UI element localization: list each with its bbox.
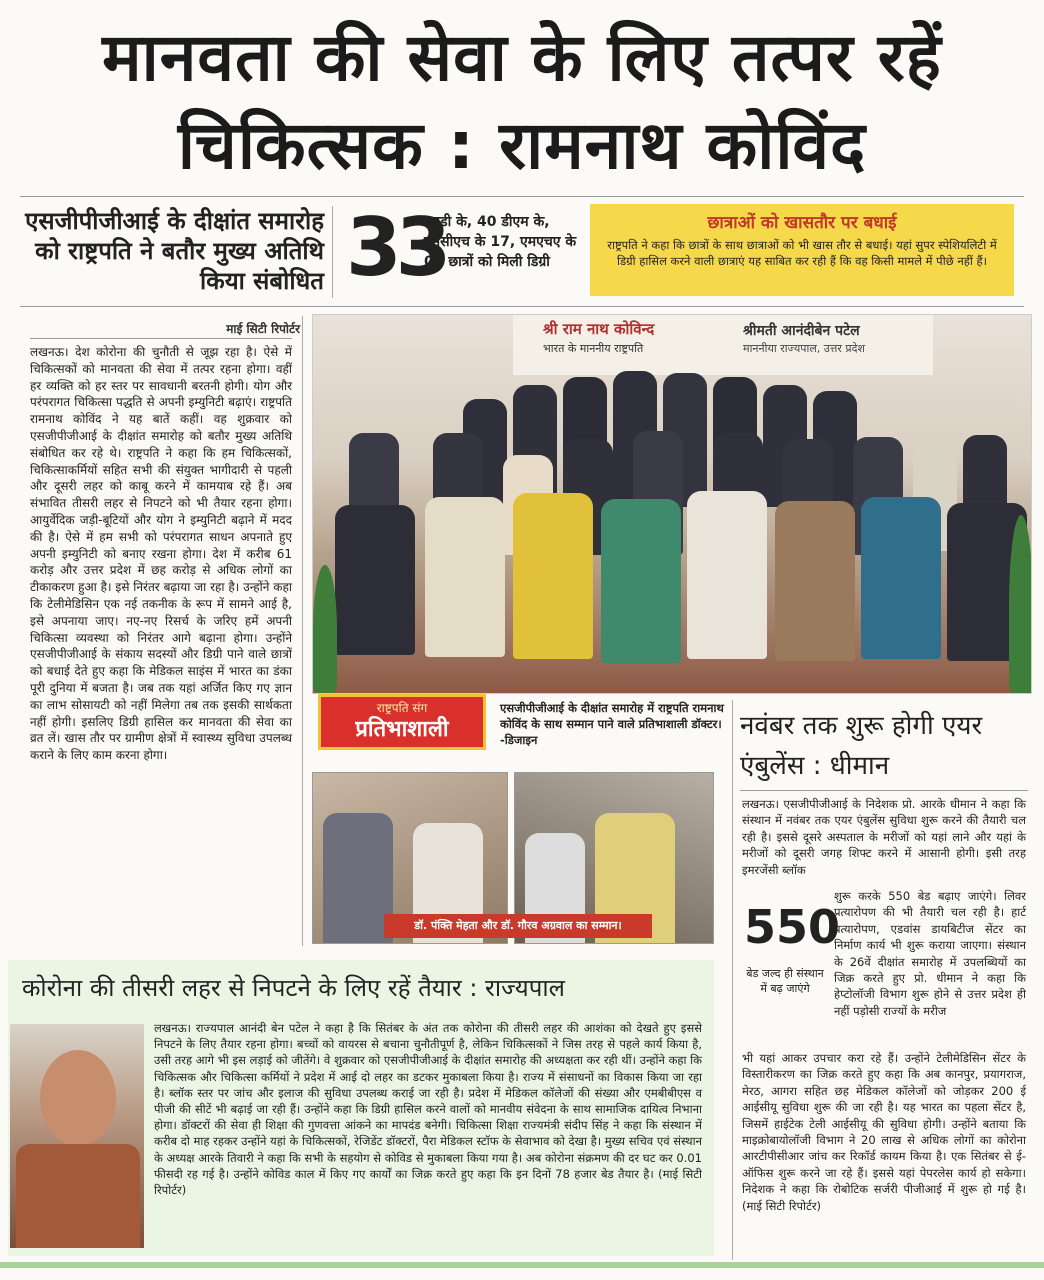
headline-divider <box>20 196 1024 197</box>
side-stat-text: बेड जल्द ही संस्थान में बढ़ जाएंगे <box>746 967 824 995</box>
group-photo <box>312 314 1032 694</box>
feature-tag-small: राष्ट्रपति संग <box>376 701 428 715</box>
bottom-border <box>0 1262 1044 1268</box>
banner-title-2: माननीया राज्यपाल, उत्तर प्रदेश <box>743 342 865 355</box>
subheadline: एसजीपीजीआई के दीक्षांत समारोह को राष्ट्रपति ने बतौर मुख्य अतिथि किया संबोधित <box>25 207 324 295</box>
group-photo-caption: एसजीपीजीआई के दीक्षांत समारोह में राष्ट्रपति रामनाथ कोविंद के साथ सम्मान पाने वाले प्रतिभाशाली डॉक्टर। -डिजाइन <box>500 701 724 747</box>
governor-article-body: लखनऊ। राज्यपाल आनंदी बेन पटेल ने कहा है कि सितंबर के अंत तक कोरोना की तीसरी लहर की आशंका को देखते हुए इससे निपटने के लिए तैयार रहना होगा। बच्चों को वायरस से बचाना चुनौतीपूर्ण है, लेकिन चिकित्सकों ने जिस तरह से पहले कार्य किया है, उसी तरह आगे भी इस लड़ाई को जीतेंगे। वे शुक्रवार को एसजीपीजीआई के दीक्षांत समारोह की अध्यक्षता कर रही थीं। उन्होंने कहा कि चिकित्सक और चिकित्सा कर्मियों ने प्रदेश में आई दो लहर का डटकर मुकाबला किया है। राज्य में संसाधनों का विकास किया जा रहा है। ब्लॉक स्तर पर जांच और इलाज की सुविधा उपलब्ध कराई जा रही है। प्रदेश में मेडिकल कॉलेजों की संख्या और एमबीबीएस व पीजी की सीटें भी बढ़ाई जा रही हैं। उन्होंने कहा कि डिग्री हासिल करने वालों को मानवीय संवेदना के साथ सामाजिक दायित्व निभाना होगा। डॉक्टरों की सेवा ही शिक्षा की गुणवत्ता आंकने का मापदंड बनेगी। चिकित्सा शिक्षा राज्यमंत्री संदीप सिंह ने कहा कि संस्थान में करीब दो माह रहकर उन्होंने यहां के चिकित्सकों, रेजिडेंट डॉक्टरों, पैरा मेडिकल स्टॉफ के सेवाभाव को देखा है। मुख्य सचिव एवं संस्थान के अध्यक्ष आरके तिवारी ने कहा कि सभी के सहयोग से कोविड से मुकाबला किया गया है। अब कोरोना संक्रमण की दर घट कर 0.01 फीसदी रह गई है। उन्होंने कोविड काल में किए गए कार्यों का जिक्र करते हुए कहा कि इन दिनों 78 हजार बेड तैयार है। (माई सिटी रिपोर्टर) <box>154 1021 702 1198</box>
subhead-divider <box>332 206 333 298</box>
byline: माई सिटी रिपोर्टर <box>226 322 300 336</box>
highlight-box <box>590 204 1014 296</box>
highlight-body: राष्ट्रपति ने कहा कि छात्रों के साथ छात्राओं को भी खास तौर से बधाई। यहां सुपर स्पेशियलिटी में डिग्री हासिल करने वाली छात्राएं यह साबित कर रही हैं कि वह किसी मामले में पीछे नहीं हैं। <box>607 238 997 268</box>
award-photo-caption: डॉ. पंक्ति मेहता और डॉ. गौरव अग्रवाल का सम्मान। <box>384 914 652 938</box>
banner-name-1: श्री राम नाथ कोविन्द <box>543 320 655 338</box>
column-divider <box>302 316 303 946</box>
feature-tag-big: प्रतिभाशाली <box>355 717 449 742</box>
main-article-body: लखनऊ। देश कोरोना की चुनौती से जूझ रहा है। ऐसे में चिकित्सकों को मानवता की सेवा में तत्पर रहना होगा। वहीं हर व्यक्ति को हर स्तर पर सावधानी बरतनी होगी। योग और परंपरागत चिकित्सा पद्धति से अपनी इम्युनिटी बढ़ाएं। राष्ट्रपति रामनाथ कोविंद ने यह बातें कहीं। वह शुक्रवार को एसजीपीजीआई के दीक्षांत समारोह को बतौर मुख्य अतिथि संबोधित कर रहे थे। राष्ट्रपति ने कहा कि हम चिकित्सकों, चिकित्साकर्मियों सहित सभी की संयुक्त भागीदारी से पहली और दूसरी लहर को काबू करने में कामयाब रहे हैं। अब संभावित तीसरी लहर से निपटने को भी तैयार रहना होगा। आयुर्वेदिक जड़ी-बूटियों और योग ने इम्युनिटी बढ़ाने में मदद की है। ऐसे में हम सभी को परंपरागत साधन अपनाते हुए अपनी इम्युनिटी को बनाए रखना होगा। देश में करीब 61 करोड़ और उत्तर प्रदेश में छह करोड़ से अधिक लोगों का टीकाकरण हुआ है। इसे निरंतर बढ़ाया जा रहा है। उन्होंने कहा कि टेलीमेडिसिन एक नई तकनीक के रूप में सामने आई है, इसे अपनाया जाए। नए-नए रिसर्च के जरिए हमें अपनी चिकित्सा व्यवस्था को निरंतर आगे बढ़ाना होगा। उन्होंने एसजीपीजीआई के संकाय सदस्यों और डिग्री पाने वाले छात्रों को बधाई देते हुए कहा कि मेडिकल साइंस में भारत का डंका पूरी दुनिया में बजता है। जब तक यहां अर्जित किए गए ज्ञान का लाभ सोसायटी को नहीं मिलेगा तब तक इसकी सार्थकता नहीं होगी। इसलिए डिग्री हासिल कर मानवता की सेवा का व्रत लें। खास तौर पर ग्रामीण क्षेत्रों में स्वास्थ्य सुविधा उपलब्ध कराने के लिए काम करना होगा। <box>30 345 292 763</box>
stat-number: 33 <box>346 201 446 294</box>
side-column-divider <box>732 700 733 1260</box>
highlight-title: छात्राओं को खासतौर पर बधाई <box>707 213 897 233</box>
side-article-headline: नवंबर तक शुरू होगी एयर एंबुलेंस : धीमान <box>740 711 983 781</box>
feature-tag <box>318 694 486 750</box>
side-headline-rule <box>740 790 1028 791</box>
headline-line-2: चिकित्सक : रामनाथ कोविंद <box>177 107 867 184</box>
banner-name-2: श्रीमती आनंदीबेन पटेल <box>743 323 860 339</box>
section-divider <box>20 306 1024 307</box>
side-article-part-2: शुरू करके 550 बेड बढ़ाए जाएंगे। लिवर प्रत्यारोपण की भी तैयारी चल रही है। हार्ट प्रत्यारोपण, एडवांस डायबिटीज सेंटर का निर्माण कार्य भी शुरू कराया जाएगा। संस्थान के 26वें दीक्षांत समारोह में उपलब्धियों का जिक्र करते हुए प्रो. धीमान ने कहा कि हेप्टोलॉजी विभाग शुरू होने से उत्तर प्रदेश ही नहीं पड़ोसी राज्यों के मरीज <box>834 889 1026 1018</box>
side-stat-number: 550 <box>744 900 841 954</box>
byline-rule <box>30 338 292 339</box>
governor-portrait <box>10 1024 144 1248</box>
stat-text: एमडी के, 40 डीएम के, एमसीएच के 17, एमएचए के 05 छात्रों को मिली डिग्री <box>424 214 577 270</box>
headline-line-1: मानवता की सेवा के लिए तत्पर रहें <box>102 19 942 96</box>
side-article-part-1: लखनऊ। एसजीपीजीआई के निदेशक प्रो. आरके धीमान ने कहा कि संस्थान में नवंबर तक एयर एंबुलेंस सुविधा शुरू करने की तैयारी चल रही है। इससे दूसरे अस्पताल के मरीजों को यहां लाने और यहां के मरीजों को दूसरी जगह शिफ्ट करने में आसानी होगी। इसी तरह इमरजेंसी ब्लॉक <box>742 797 1026 877</box>
governor-article-headline: कोरोना की तीसरी लहर से निपटने के लिए रहें तैयार : राज्यपाल <box>22 974 565 1002</box>
banner-title-1: भारत के माननीय राष्ट्रपति <box>543 342 644 355</box>
side-article-part-3: भी यहां आकर उपचार करा रहे हैं। उन्होंने टेलीमेडिसिन सेंटर के विस्तारीकरण का जिक्र करते हुए कहा कि अब कानपुर, प्रयागराज, मेरठ, आगरा सहित छह मेडिकल कॉलेजों को जोड़कर 200 ई आईसीयू सुविधा शुरू की जा रही है। यह भारत का पहला सेंटर है, जिसमें हाईटेक टेली आईसीयू की सुविधा होगी। उन्होंने बताया कि माइक्रोबायोलॉजी विभाग ने 20 लाख से अधिक लोगों का कोरोना आरटीपीसीआर जांच कर रिकॉर्ड कायम किया है। एक सितंबर से ई-ऑफिस शुरू करने जा रहे हैं। इससे यहां पेपरलेस कार्य हो सकेगा। निदेशक ने कहा कि रोबोटिक सर्जरी पीजीआई में शुरू हो गई है। (माई सिटी रिपोर्टर) <box>742 1051 1026 1213</box>
